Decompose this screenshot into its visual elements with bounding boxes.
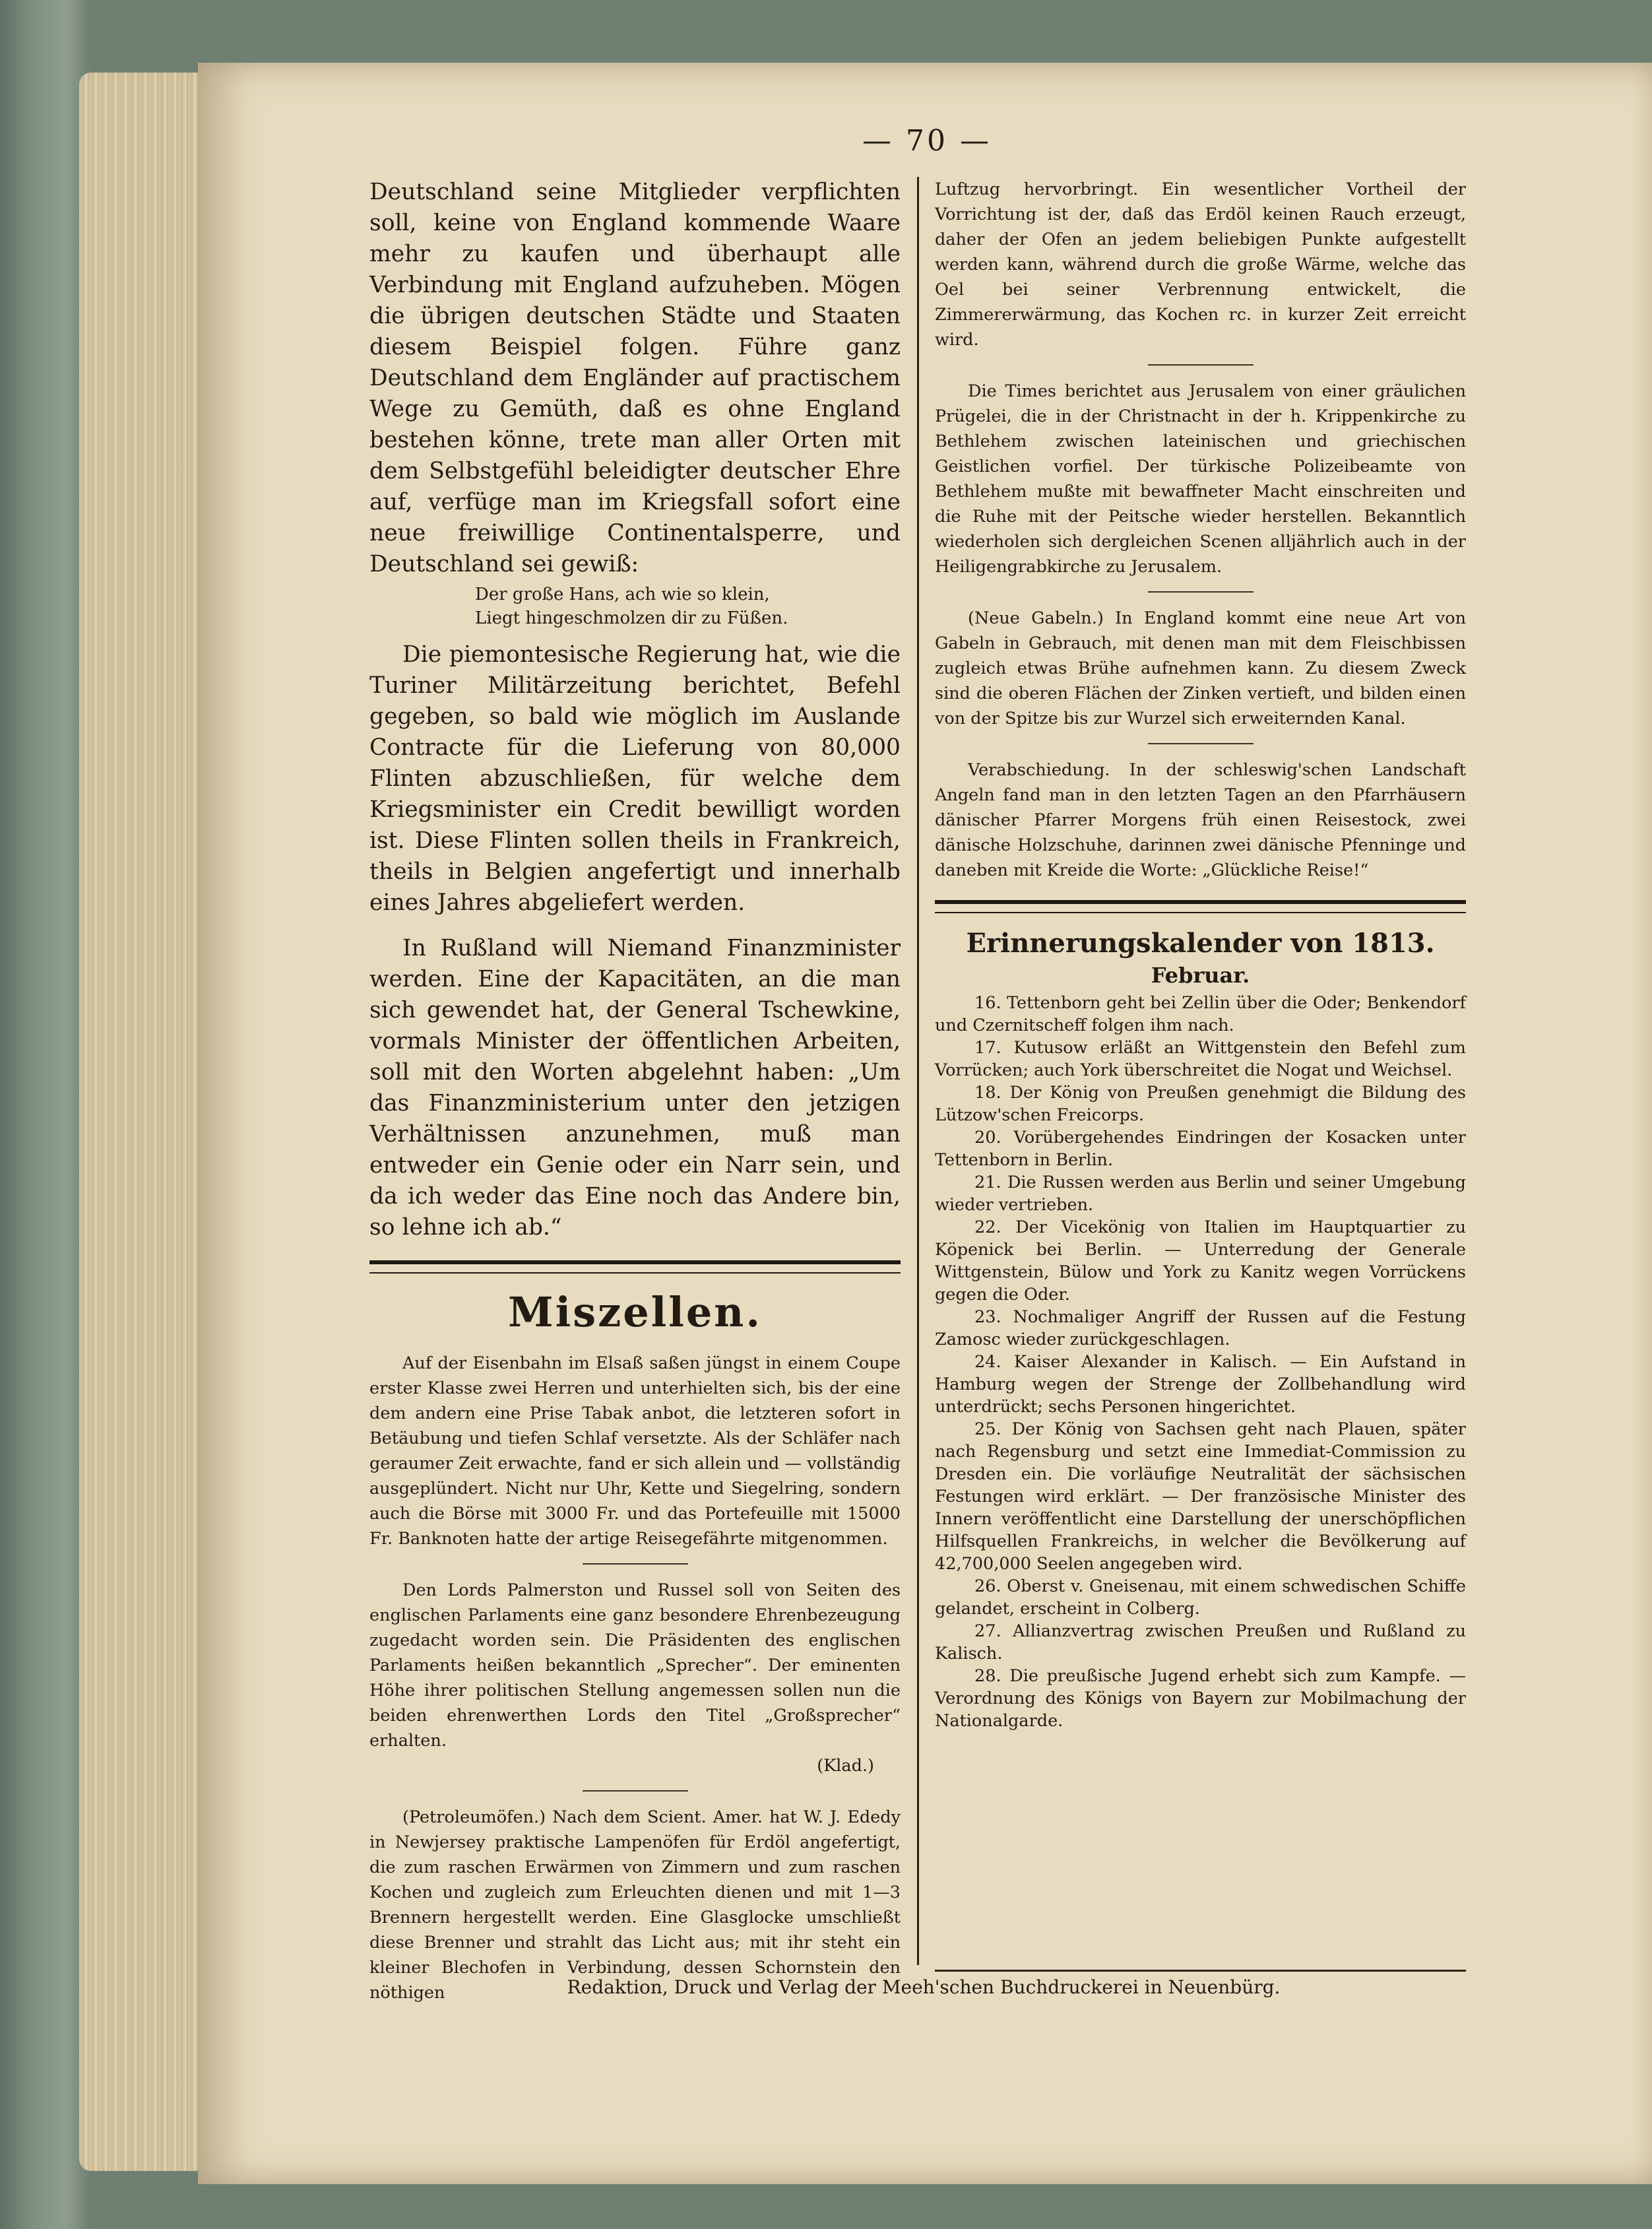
page-edges [79, 73, 205, 2171]
source-signature: (Klad.) [817, 1756, 874, 1776]
calendar-entry: 20. Vorübergehendes Eindringen der Kosacken unter Tettenborn in Berlin. [935, 1128, 1466, 1170]
calendar-entries [935, 992, 1466, 1732]
calendar-entry: 25. Der König von Sachsen geht nach Plauen, später nach Regensburg und setzt eine Immediat-Commission zu Dresden ein. Die vorläufige Neutralität der sächsischen Festungen wird erklärt. — Der französische Minister des Innern veröffentlicht eine Darstellung der unerschöpflichen Hilfsquellen Frankreichs, in welcher die Bevölkerung auf 42,700,000 Seelen angegeben wird. [935, 1419, 1466, 1574]
verse [475, 583, 901, 630]
calendar-entry: 24. Kaiser Alexander in Kalisch. — Ein Aufstand in Hamburg wegen der Strenge der Zollbehandlung wird unterdrückt; sechs Personen hingerichtet. [935, 1352, 1466, 1417]
article-petroleum-stoves-cont: Luftzug hervorbringt. Ein wesentlicher Vortheil der Vorrichtung ist der, daß das Erdöl keinen Rauch erzeugt, daher der Ofen an jedem beliebigen Punkte aufgestellt werden kann, während durch die große Wärme, welche das Oel bei seiner Verbrennung entwickelt, die Zimmererwärmung, das Kochen rc. in kurzer Zeit erreicht wird. [935, 179, 1466, 350]
section-rule-bottom [369, 1272, 901, 1274]
calendar-entry: 26. Oberst v. Gneisenau, mit einem schwedischen Schiffe gelandet, erscheint in Colberg. [935, 1576, 1466, 1619]
right-column [935, 177, 1466, 1732]
calendar-heading: Erinnerungskalender von 1813. [966, 928, 1435, 959]
section-heading-miszellen: Miszellen. [508, 1288, 762, 1336]
article-jerusalem-brawl: Die Times berichtet aus Jerusalem von einer gräulichen Prügelei, die in der Christnacht in der h. Krippenkirche zu Bethlehem zwischen lateinischen und griechischen Geistlichen vorfiel. Der türkische Polizeibeamte von Bethlehem mußte mit bewaffneter Macht einschreiten und die Ruhe mit der Peitsche wieder herstellen. Bekanntlich wiederholen sich dergleichen Scenen alljährlich auch in der Heiligengrabkirche zu Jerusalem. [935, 381, 1466, 577]
article-railway-robbery: Auf der Eisenbahn im Elsaß saßen jüngst in einem Coupe erster Klasse zwei Herren und unterhielten sich, bis der eine dem andern eine Prise Tabak anbot, die letzteren sofort in Betäubung und tiefen Schlaf versetzte. Als der Schläfer nach geraumer Zeit erwachte, fand er sich allein und — vollständig ausgeplündert. Nicht nur Uhr, Kette und Siegelring, sondern auch die Börse mit 3000 Fr. und das Portefeuille mit 15000 Fr. Banknoten hatte der artige Reisegefährte mitgenommen. [369, 1353, 901, 1549]
calendar-entry: 22. Der Vicekönig von Italien im Hauptquartier zu Köpenick bei Berlin. — Unterredung der Generale Wittgenstein, Bülow und York zu Kanitz wegen Vorrückens gegen die Oder. [935, 1217, 1466, 1305]
imprint-rule [935, 1970, 1466, 1972]
calendar-entry: 18. Der König von Preußen genehmigt die Bildung des Lützow'schen Freicorps. [935, 1083, 1466, 1125]
section-rule-bottom [935, 912, 1466, 913]
verse-line-1: Der große Hans, ach wie so klein, [475, 585, 770, 604]
section-rule-top [369, 1260, 901, 1264]
separator [583, 1563, 688, 1565]
separator [1148, 364, 1254, 366]
section-rule-top [935, 900, 1466, 904]
calendar-month: Februar. [1151, 963, 1250, 988]
calendar-entry: 21. Die Russen werden aus Berlin und seiner Umgebung wieder vertrieben. [935, 1173, 1466, 1215]
separator [1148, 743, 1254, 744]
verse-line-2: Liegt hingeschmolzen dir zu Füßen. [475, 608, 788, 628]
article-piedmont-rifles: Die piemontesische Regierung hat, wie die Turiner Militärzeitung berichtet, Befehl gegeben, so bald wie möglich im Auslande Contracte für die Lieferung von 80,000 Flinten abzuschließen, für welche dem Kriegsminister ein Credit bewilligt worden ist. Diese Flinten sollen theils in Frankreich, theils in Belgien angefertigt und innerhalb eines Jahres abgeliefert werden. [369, 641, 901, 916]
calendar-entry: 16. Tettenborn geht bei Zellin über die Oder; Benkendorf und Czernitscheff folgen ihm nach. [935, 993, 1466, 1035]
separator [583, 1790, 688, 1792]
calendar-entry: 23. Nochmaliger Angriff der Russen auf die Festung Zamosc wieder zurückgeschlagen. [935, 1307, 1466, 1349]
separator [1148, 591, 1254, 593]
calendar-entry: 17. Kutusow erläßt an Wittgenstein den Befehl zum Vorrücken; auch York überschreitet die Nogat und Weichsel. [935, 1038, 1466, 1080]
left-column [369, 177, 901, 2005]
column-divider [917, 177, 919, 1965]
article-lords-titles: Den Lords Palmerston und Russel soll von Seiten des englischen Parlaments eine ganz besondere Ehrenbezeugung zugedacht worden sein. Die Präsidenten des englischen Parlaments heißen bekanntlich „Sprecher“. Der eminenten Höhe ihrer politischen Stellung angemessen sollen nun die beiden ehrenwerthen Lords den Titel „Großsprecher“ erhalten. [369, 1580, 901, 1751]
calendar-entry: 27. Allianzvertrag zwischen Preußen und Rußland zu Kalisch. [935, 1621, 1466, 1664]
article-russia-finance: In Rußland will Niemand Finanzminister werden. Eine der Kapacitäten, an die man sich gewendet hat, der General Tschewkine, vormals Minister der öffentlichen Arbeiten, soll mit den Worten abgelehnt haben: „Um das Finanzministerium unter den jetzigen Verhältnissen anzunehmen, muß man entweder ein Genie oder ein Narr sein, und da ich weder das Eine noch das Andere bin, so lehne ich ab.“ [369, 935, 901, 1241]
calendar-entry: 28. Die preußische Jugend erhebt sich zum Kampfe. — Verordnung des Königs von Bayern zur Mobilmachung der Nationalgarde. [935, 1666, 1466, 1731]
article-farewell: Verabschiedung. In der schleswig'schen Landschaft Angeln fand man in den letzten Tagen an den Pfarrhäusern dänischer Pfarrer Morgens früh einen Reisestock, zwei dänische Holzschuhe, darinnen zwei dänische Pfenninge und daneben mit Kreide die Worte: „Glückliche Reise!“ [935, 760, 1466, 880]
article-new-forks: (Neue Gabeln.) In England kommt eine neue Art von Gabeln in Gebrauch, mit denen man mit dem Fleischbissen zugleich etwas Brühe aufnehmen kann. Zu diesem Zweck sind die oberen Flächen der Zinken vertieft, und bilden einen von der Spitze bis zur Wurzel sich erweiternden Kanal. [935, 608, 1466, 728]
page-number: — 70 — [862, 124, 992, 158]
article-petroleum-stoves: (Petroleumöfen.) Nach dem Scient. Amer. hat W. J. Ededy in Newjersey praktische Lampenöfen für Erdöl angefertigt, die zum raschen Erwärmen von Zimmern und zum raschen Kochen und zugleich zum Erleuchten dienen und mit 1—3 Brennern hergestellt werden. Eine Glasglocke umschließt diese Brenner und strahlt das Licht aus; mit ihr steht ein kleiner Blechofen in Verbindung, dessen Schornstein den nöthigen [369, 1807, 901, 2003]
article-england-boycott: Deutschland seine Mitglieder verpflichten soll, keine von England kommende Waare mehr zu kaufen und überhaupt alle Verbindung mit England aufzuheben. Mögen die übrigen deutschen Städte und Staaten diesem Beispiel folgen. Führe ganz Deutschland dem Engländer auf practischem Wege zu Gemüth, daß es ohne England bestehen könne, trete man aller Orten mit dem Selbstgefühl beleidigter deutscher Ehre auf, verfüge man im Kriegsfall sofort eine neue freiwillige Continentalsperre, und Deutschland sei gewiß: [369, 179, 901, 577]
imprint-line: Redaktion, Druck und Verlag der Meeh'schen Buchdruckerei in Neuenbürg. [567, 1976, 1281, 1998]
